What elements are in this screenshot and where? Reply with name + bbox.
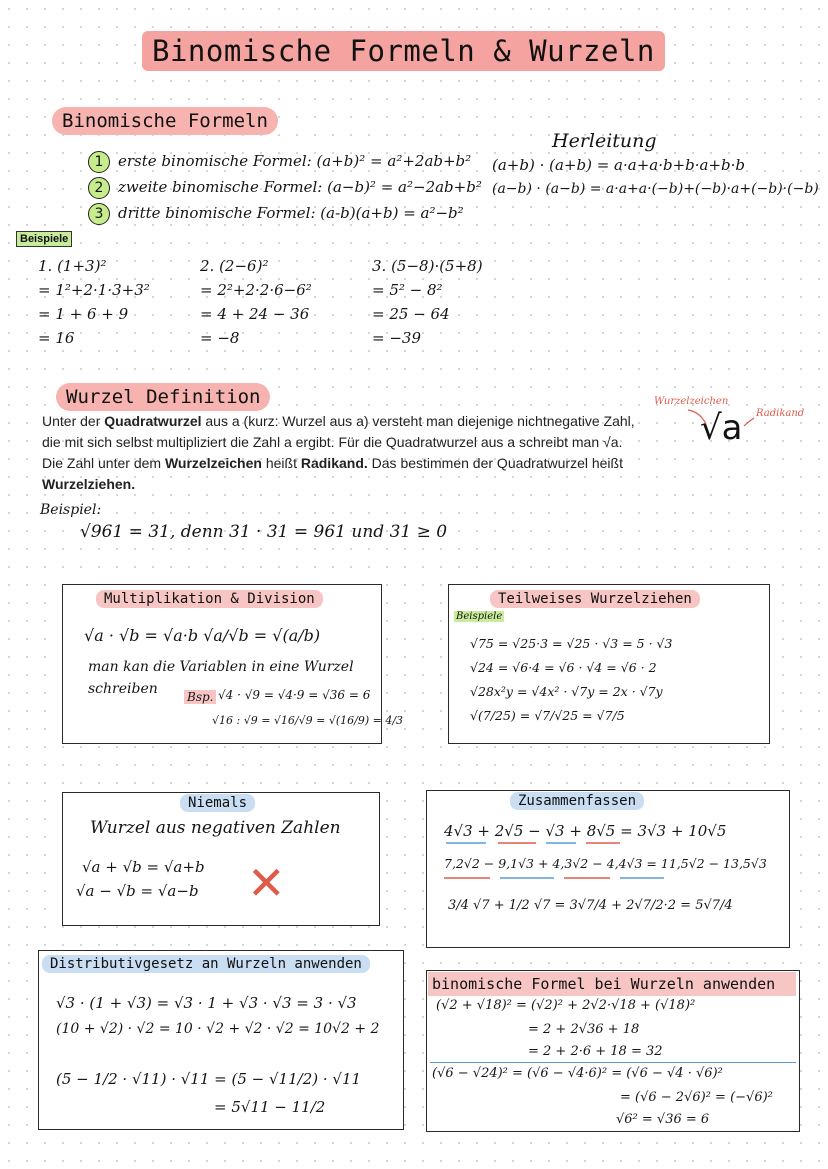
zus-line-3: 3/4 √7 + 1/2 √7 = 3√7/4 + 2√7/2·2 = 5√7/4 [448, 898, 733, 913]
section-heading-binomische-formeln: Binomische Formeln [52, 107, 278, 135]
formula-1 [88, 151, 471, 173]
number-badge: 2 [88, 177, 110, 199]
mult-rule: √a · √b = √a·b √a/√b = √(a/b) [84, 626, 321, 645]
bold-text: Radikand. [300, 455, 368, 471]
cross-icon: ✕ [247, 856, 286, 910]
bold-text: Wurzelziehen. [42, 476, 136, 492]
example-line: = 16 [38, 329, 75, 347]
binw-line-1: (√2 + √18)² = (√2)² + 2√2·√18 + (√18)² [436, 998, 696, 1013]
example-line: = 5² − 8² [372, 281, 443, 299]
example-head: 2. (2−6)² [200, 257, 269, 275]
mult-text-1: man kan die Variablen in eine Wurzel [88, 659, 354, 675]
teil-lines [470, 632, 672, 728]
formula-text: zweite binomische Formel: (a−b)² = a²−2ab+b² [118, 178, 482, 196]
definition-paragraph [42, 411, 682, 495]
mult-text-2: schreiben [88, 681, 158, 697]
formula-2 [88, 177, 482, 199]
beispiele-tag-teil: Beispiele [456, 611, 503, 622]
underline-marks [440, 838, 790, 886]
dist-line-1: √3 · (1 + √3) = √3 · 1 + √3 · √3 = 3 · √3 [56, 994, 357, 1012]
number-badge: 3 [88, 203, 110, 225]
section-heading-wurzel-definition: Wurzel Definition [56, 383, 270, 411]
teil-line: √(7/25) = √7/√25 = √7/5 [470, 708, 625, 723]
example-line: = 1 + 6 + 9 [38, 305, 129, 323]
formula-3 [88, 203, 464, 225]
heading-binomische-formel-wurzeln: binomische Formel bei Wurzeln anwenden [428, 972, 796, 996]
example-line: = −39 [372, 329, 421, 347]
binw-line-2: = 2 + 2√36 + 18 [528, 1022, 640, 1037]
herleitung-line-2: (a−b) · (a−b) = a·a+a·(−b)+(−b)·a+(−b)·(−b) [492, 181, 819, 197]
text: Das bestimmen der Quadratwurzel heißt [367, 455, 623, 471]
divider-line [430, 1062, 796, 1063]
teil-line: √24 = √6·4 = √6 · √4 = √6 · 2 [470, 660, 657, 675]
formula-text: erste binomische Formel: (a+b)² = a²+2ab+b² [118, 152, 472, 170]
bsp-label: Bsp. [184, 690, 216, 704]
bold-text: Quadratwurzel [104, 413, 202, 429]
example-3 [372, 254, 483, 350]
beispiel-label: Beispiel: [40, 502, 102, 518]
niemals-text: Wurzel aus negativen Zahlen [90, 818, 341, 838]
heading-zusammenfassen: Zusammenfassen [510, 792, 644, 810]
binw-line-5: = (√6 − 2√6)² = (−√6)² [620, 1090, 773, 1105]
heading-niemals: Niemals [180, 794, 255, 812]
example-line: = 2²+2·2·6−6² [200, 281, 312, 299]
text: heißt [261, 455, 301, 471]
root-symbol: √a [700, 408, 743, 448]
example-head: 1. (1+3)² [38, 257, 107, 275]
text: aus a (kurz: Wurzel aus a) versteht man diejenige nichtnegative Zahl, [201, 413, 635, 429]
niemals-line-2: √a − √b = √a−b [76, 882, 199, 900]
example-line: = 4 + 24 − 36 [200, 305, 310, 323]
binw-line-4: (√6 − √24)² = (√6 − √4·6)² = (√6 − √4 · √6)² [432, 1066, 723, 1081]
bold-text: Wurzelzeichen [164, 455, 262, 471]
example-1 [38, 254, 150, 350]
arrow-icons [670, 404, 780, 434]
text: Unter der [42, 413, 105, 429]
label-radikand: Radikand [756, 408, 805, 419]
heading-distributivgesetz: Distributivgesetz an Wurzeln anwenden [42, 955, 370, 973]
text: die mit sich selbst multipliziert die Zahl a ergibt. Für die Quadratwurzel aus a schreibt man √a. [42, 434, 623, 450]
dist-line-4: = 5√11 − 11/2 [214, 1098, 326, 1116]
example-head: 3. (5−8)·(5+8) [372, 257, 483, 275]
beispiel-formula: √961 = 31, denn 31 · 31 = 961 und 31 ≥ 0 [80, 522, 448, 542]
binw-line-6: √6² = √36 = 6 [616, 1112, 710, 1127]
herleitung-label: Herleitung [552, 130, 657, 152]
binw-line-3: = 2 + 2·6 + 18 = 32 [528, 1044, 663, 1059]
heading-multiplikation-division: Multiplikation & Division [96, 590, 323, 608]
teil-line: √75 = √25·3 = √25 · √3 = 5 · √3 [470, 636, 673, 651]
niemals-line-1: √a + √b = √a+b [82, 858, 205, 876]
mult-bsp-1: √4 · √9 = √4·9 = √36 = 6 [218, 688, 371, 702]
page-title: Binomische Formeln & Wurzeln [142, 31, 665, 71]
teil-line: √28x²y = √4x² · √7y = 2x · √7y [470, 684, 663, 699]
zus-line-1: 4√3 + 2√5 − √3 + 8√5 = 3√3 + 10√5 [444, 822, 727, 840]
example-line: = 1²+2·1·3+3² [38, 281, 150, 299]
number-badge: 1 [88, 151, 110, 173]
text: Die Zahl unter dem [42, 455, 165, 471]
zus-line-2: 7,2√2 − 9,1√3 + 4,3√2 − 4,4√3 = 11,5√2 − 13,5√3 [444, 856, 767, 871]
example-2 [200, 254, 312, 350]
mult-bsp-2: √16 : √9 = √16/√9 = √(16/9) = 4/3 [212, 714, 404, 727]
example-line: = 25 − 64 [372, 305, 450, 323]
beispiele-tag: Beispiele [16, 231, 72, 247]
label-wurzelzeichen: Wurzelzeichen [654, 396, 729, 407]
dist-line-2: (10 + √2) · √2 = 10 · √2 + √2 · √2 = 10√2 + 2 [56, 1021, 380, 1037]
example-line: = −8 [200, 329, 240, 347]
herleitung-line-1: (a+b) · (a+b) = a·a+a·b+b·a+b·b [492, 156, 746, 174]
formula-text: dritte binomische Formel: (a-b)(a+b) = a²−b² [118, 204, 464, 222]
heading-teilweises-wurzelziehen: Teilweises Wurzelziehen [490, 590, 700, 608]
dist-line-3: (5 − 1/2 · √11) · √11 = (5 − √11/2) · √11 [56, 1070, 362, 1088]
